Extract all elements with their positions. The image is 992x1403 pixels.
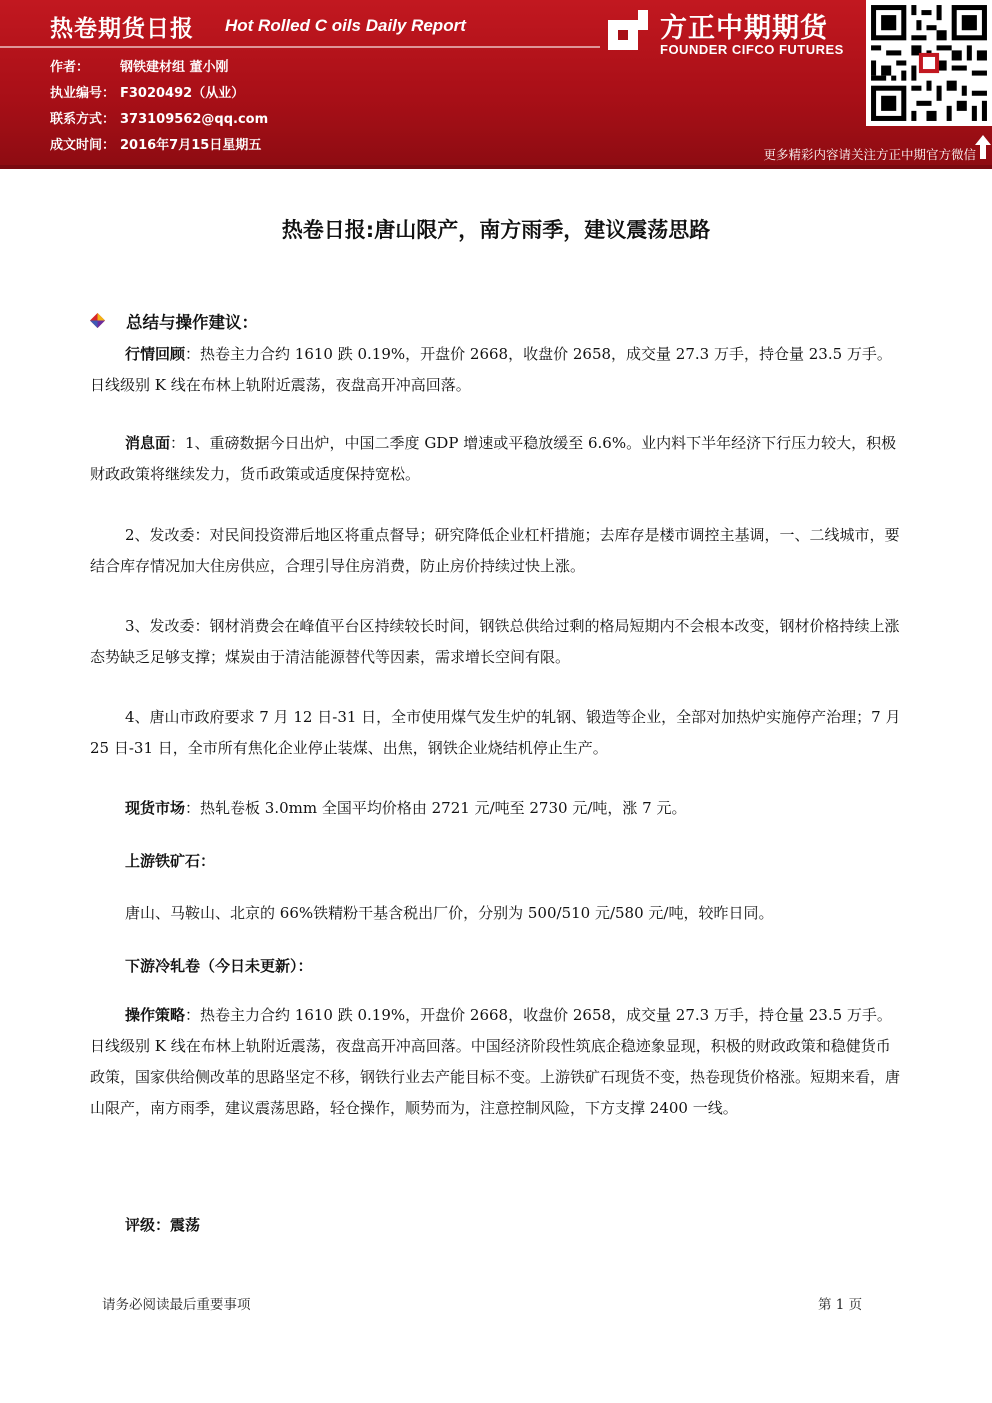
- paragraph-market-review: [90, 339, 902, 401]
- meta-value: 373109562@qq.com: [120, 112, 269, 127]
- paragraph-text: ：热轧卷板 3.0mm 全国平均价格由 2721 元/吨至 2730 元/吨，涨 7 元。: [185, 799, 687, 817]
- paragraph-label: 操作策略: [125, 1006, 186, 1024]
- company-name-en: FOUNDER CIFCO FUTURES: [660, 42, 844, 57]
- paragraph-label: 消息面: [125, 434, 171, 452]
- paragraph-text: 2、发改委：对民间投资滞后地区将重点督导；研究降低企业杠杆措施；去库存是楼市调控主基调，一、二线城市，要结合库存情况加大住房供应，合理引导住房消费，防止房价持续过快上涨。: [90, 526, 900, 575]
- downstream-heading-text: 下游冷轧卷（今日未更新）：: [125, 957, 313, 975]
- section-heading-text: 总结与操作建议：: [126, 313, 258, 332]
- paragraph-news: [90, 428, 902, 490]
- meta-value: 2016年7月15日星期五: [120, 138, 262, 153]
- rating-label: 评级：: [125, 1216, 171, 1234]
- document-title: 热卷日报:唐山限产，南方雨季，建议震荡思路: [281, 218, 711, 242]
- paragraph-label: 行情回顾: [125, 345, 186, 363]
- wechat-follow-text: 更多精彩内容请关注方正中期官方微信: [763, 147, 976, 162]
- meta-label: 执业编号：: [50, 86, 116, 101]
- paragraph-text: ：1、重磅数据今日出炉，中国二季度 GDP 增速或平稳放缓至 6.6%。业内料下半年经济下行压力较大，积极财政政策将继续发力，货币政策或适度保持宽松。: [90, 434, 897, 483]
- arrow-up-icon: [974, 134, 992, 160]
- meta-contact: [50, 108, 268, 127]
- page-number: 第 1 页: [818, 1297, 863, 1313]
- rating: [125, 1214, 200, 1235]
- paragraph-text: 3、发改委：钢材消费会在峰值平台区持续较长时间，钢铁总供给过剩的格局短期内不会根本改变，钢材价格持续上涨态势缺乏足够支撑；煤炭由于清洁能源替代等因素，需求增长空间有限。: [90, 617, 900, 666]
- paragraph-news-4: [90, 702, 902, 764]
- meta-date: [50, 134, 261, 153]
- company-logo-icon: [606, 8, 650, 52]
- footer-notice: 请务必阅读最后重要事项: [102, 1297, 251, 1313]
- meta-label: 成文时间：: [50, 138, 116, 153]
- meta-license: [50, 82, 244, 101]
- meta-value: F3020492（从业）: [120, 86, 245, 101]
- bullet-diamond-icon: [90, 313, 105, 328]
- paragraph-news-3: [90, 611, 902, 673]
- report-header: [0, 0, 992, 165]
- meta-label: 作者：: [50, 60, 90, 75]
- upstream-text: 唐山、马鞍山、北京的 66%铁精粉干基含税出厂价，分别为 500/510 元/580 元/吨，较昨日同。: [125, 904, 774, 922]
- paragraph-text: ：热卷主力合约 1610 跌 0.19%，开盘价 2668，收盘价 2658，成交量 27.3 万手，持仓量 23.5 万手。日线级别 K 线在布林上轨附近震荡，夜盘高开冲高回落。中国经济阶段性筑底企稳迹象显现，积极的财政政策和稳健货币政策，国家供给侧改革的思路坚定不移，钢铁行业去产能目标不变。上游铁矿石现货不变，热卷现货价格涨。短期来看，唐山限产，南方雨季，建议震荡思路，轻仓操作，顺势而为，注意控制风险，下方支撑 2400 一线。: [90, 1006, 901, 1117]
- meta-author: [50, 56, 229, 75]
- paragraph-spot-market: [90, 793, 902, 824]
- downstream-heading: [125, 955, 313, 976]
- meta-label: 联系方式：: [50, 112, 116, 127]
- company-name-cn: 方正中期期货: [660, 13, 828, 44]
- upstream-heading: [125, 850, 215, 871]
- report-title-en: Hot Rolled C oils Daily Report: [225, 16, 466, 35]
- paragraph-strategy: [90, 1000, 902, 1124]
- report-title-cn: 热卷期货日报: [50, 16, 194, 42]
- paragraph-label: 现货市场: [125, 799, 186, 817]
- company-logo: [606, 6, 856, 66]
- qr-code-icon[interactable]: [866, 0, 992, 126]
- header-divider: [0, 165, 992, 169]
- paragraph-news-2: [90, 520, 902, 582]
- title-divider: [0, 46, 600, 48]
- paragraph-text: ：热卷主力合约 1610 跌 0.19%，开盘价 2668，收盘价 2658，成交量 27.3 万手，持仓量 23.5 万手。日线级别 K 线在布林上轨附近震荡，夜盘高开冲高回落。: [90, 345, 892, 394]
- meta-value: 钢铁建材组 董小刚: [120, 60, 229, 75]
- rating-value: 震荡: [170, 1216, 201, 1234]
- paragraph-text: 4、唐山市政府要求 7 月 12 日-31 日，全市使用煤气发生炉的轧钢、锻造等企业，全部对加热炉实施停产治理；7 月 25 日-31 日，全市所有焦化企业停止装煤、出焦，钢铁企业烧结机停止生产。: [90, 708, 901, 757]
- upstream-heading-text: 上游铁矿石：: [125, 852, 216, 870]
